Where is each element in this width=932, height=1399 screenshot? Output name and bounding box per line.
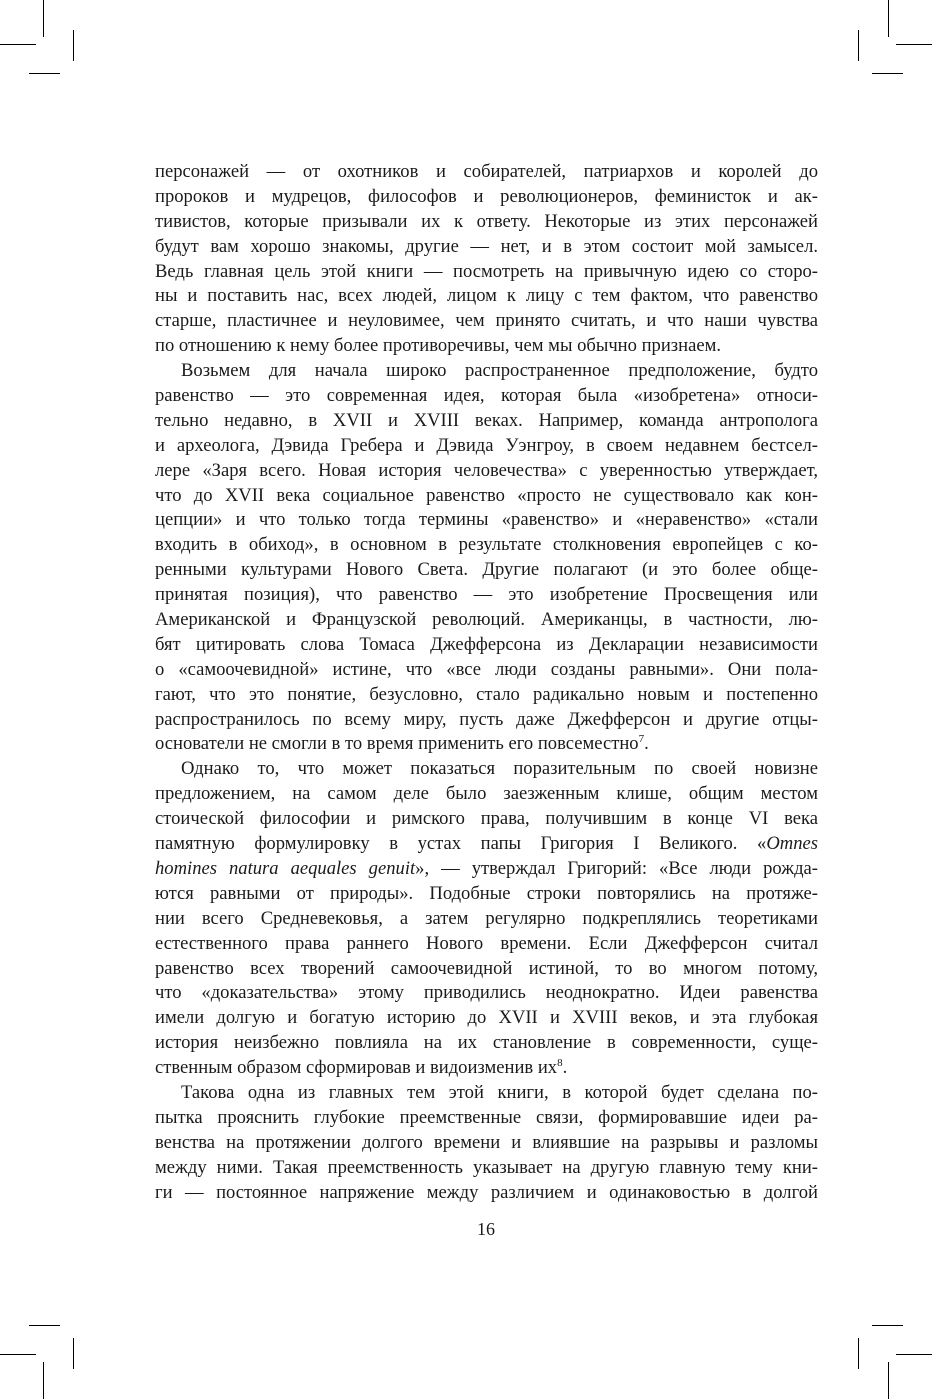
text-line: равенство всех творений самоочевидной истиной, то во многом потому,: [155, 957, 818, 979]
text-segment: основатели не смогли в то время применить его повсеместно: [155, 733, 639, 755]
text-line: о «самоочевидной» истине, что «все люди созданы равными». Они пола-: [155, 658, 818, 680]
latin-quote: homines natura aequales genuit: [155, 857, 416, 879]
text-line: распространилось по всему миру, пусть даже Джефферсон и другие отцы-: [155, 708, 818, 730]
text-line: пророков и мудрецов, философов и революционеров, феминисток и ак-: [155, 185, 818, 207]
crop-mark: [73, 30, 74, 61]
crop-mark: [888, 0, 889, 37]
crop-mark: [896, 44, 932, 45]
text-line: персонажей — от охотников и собирателей, патриархов и королей до: [155, 161, 818, 182]
text-segment: », — утверждал Григорий: «Все люди рожда-: [415, 857, 818, 879]
text-line: тельно недавно, в XVII и XVIII веках. Например, команда антрополога: [155, 409, 818, 431]
text-line: стоической философии и римского права, получившим в конце VI века: [155, 808, 818, 830]
page-number: 16: [477, 1219, 495, 1239]
crop-mark: [896, 1354, 932, 1355]
text-line: имели долгую и богатую историю до XVII и XVIII веков, и эта глубокая: [155, 1007, 818, 1029]
text-line: ренными культурами Нового Света. Другие полагают (и это более обще-: [155, 559, 818, 581]
text-line: [155, 857, 818, 882]
text-line: по отношению к нему более противоречивы, чем мы обычно признаем.: [155, 335, 721, 357]
text-line: что до XVII века социальное равенство «просто не существовало как кон-: [155, 484, 818, 506]
text-line: ны и поставить нас, всех людей, лицом к лицу с тем фактом, что равенство: [155, 285, 818, 307]
crop-mark: [858, 1338, 859, 1369]
text-segment: памятную формулировку в устах папы Григория I Великого. «: [155, 833, 767, 855]
crop-mark: [29, 1325, 60, 1326]
crop-mark: [872, 73, 903, 74]
text-segment: ственным образом сформировав и видоизменив их: [155, 1057, 558, 1079]
paragraph: [155, 160, 818, 359]
text-segment: .: [562, 1057, 568, 1079]
text-line: входить в обиход», в основном в результате столкновения европейцев с ко-: [155, 534, 818, 556]
text-line: тивистов, которые призывали их к ответу. Некоторые из этих персонажей: [155, 210, 818, 232]
crop-mark: [29, 73, 60, 74]
text-line: [155, 832, 818, 857]
text-line: между ними. Такая преемственность указывает на другую главную тему кни-: [155, 1156, 818, 1178]
text-line: цепции» и что только тогда термины «равенство» и «неравенство» «стали: [155, 509, 818, 531]
paragraph: [155, 1081, 818, 1205]
crop-mark: [872, 1325, 903, 1326]
text-line: Возьмем для начала широко распространенное предположение, будто: [181, 360, 818, 382]
text-segment: .: [644, 733, 649, 755]
text-line: пытка прояснить глубокие преемственные связи, формировавшие идеи ра-: [155, 1106, 818, 1128]
footnote-ref: 7: [638, 733, 645, 746]
paragraph: [155, 757, 818, 1081]
text-line: естественного права раннего Нового времени. Если Джефферсон считал: [155, 932, 818, 954]
text-line: история неизбежно повлияла на их становление в современности, суще-: [155, 1032, 818, 1054]
paragraph: [155, 359, 818, 757]
text-line: равенство — это современная идея, которая была «изобретена» относи-: [155, 385, 818, 407]
text-line: ги — постоянное напряжение между различием и одинаковостью в долгой: [155, 1181, 818, 1203]
text-line: Такова одна из главных тем этой книги, в которой будет сделана по-: [181, 1081, 818, 1103]
body-text: [155, 160, 818, 1205]
crop-mark: [0, 1354, 36, 1355]
text-line: Ведь главная цель этой книги — посмотреть на привычную идею со сторо-: [155, 260, 818, 282]
crop-mark: [73, 1338, 74, 1369]
text-line: будут вам хорошо знакомы, другие — нет, и в этом состоит мой замысел.: [155, 235, 818, 257]
text-line: Американской и Французской революций. Американцы, в частности, лю-: [155, 609, 818, 631]
text-line: гают, что это понятие, безусловно, стало радикально новым и постепенно: [155, 683, 818, 705]
text-line: лере «Заря всего. Новая история человечества» с уверенностью утверждает,: [155, 459, 818, 481]
text-line: [155, 1056, 818, 1081]
crop-mark: [858, 30, 859, 61]
text-line: бят цитировать слова Томаса Джефферсона из Декларации независимости: [155, 633, 818, 655]
text-line: старше, пластичнее и неуловимее, чем принято считать, и что наши чувства: [155, 310, 818, 332]
latin-quote: Omnes: [766, 833, 818, 855]
crop-mark: [43, 1362, 44, 1399]
text-line: [155, 732, 818, 757]
text-line: Однако то, что может показаться поразительным по своей новизне: [181, 758, 818, 780]
text-line: нии всего Средневековья, а затем регулярно подкреплялись теоретиками: [155, 907, 818, 929]
text-line: венства на протяжении долгого времени и влиявшие на разрывы и разломы: [155, 1131, 818, 1153]
text-line: предложением, на самом деле было заезженным клише, общим местом: [155, 783, 818, 805]
crop-mark: [888, 1362, 889, 1399]
text-line: и археолога, Дэвида Гребера и Дэвида Уэнгроу, в своем недавнем бестсел-: [155, 434, 818, 456]
footnote-ref: 8: [557, 1057, 563, 1070]
text-line: что «доказательства» этому приводились неоднократно. Идеи равенства: [155, 982, 818, 1004]
text-line: ются равными от природы». Подобные строки повторялись на протяже-: [155, 882, 818, 904]
text-line: принятая позиция), что равенство — это изобретение Просвещения или: [155, 584, 818, 606]
crop-mark: [0, 44, 36, 45]
crop-mark: [43, 0, 44, 37]
